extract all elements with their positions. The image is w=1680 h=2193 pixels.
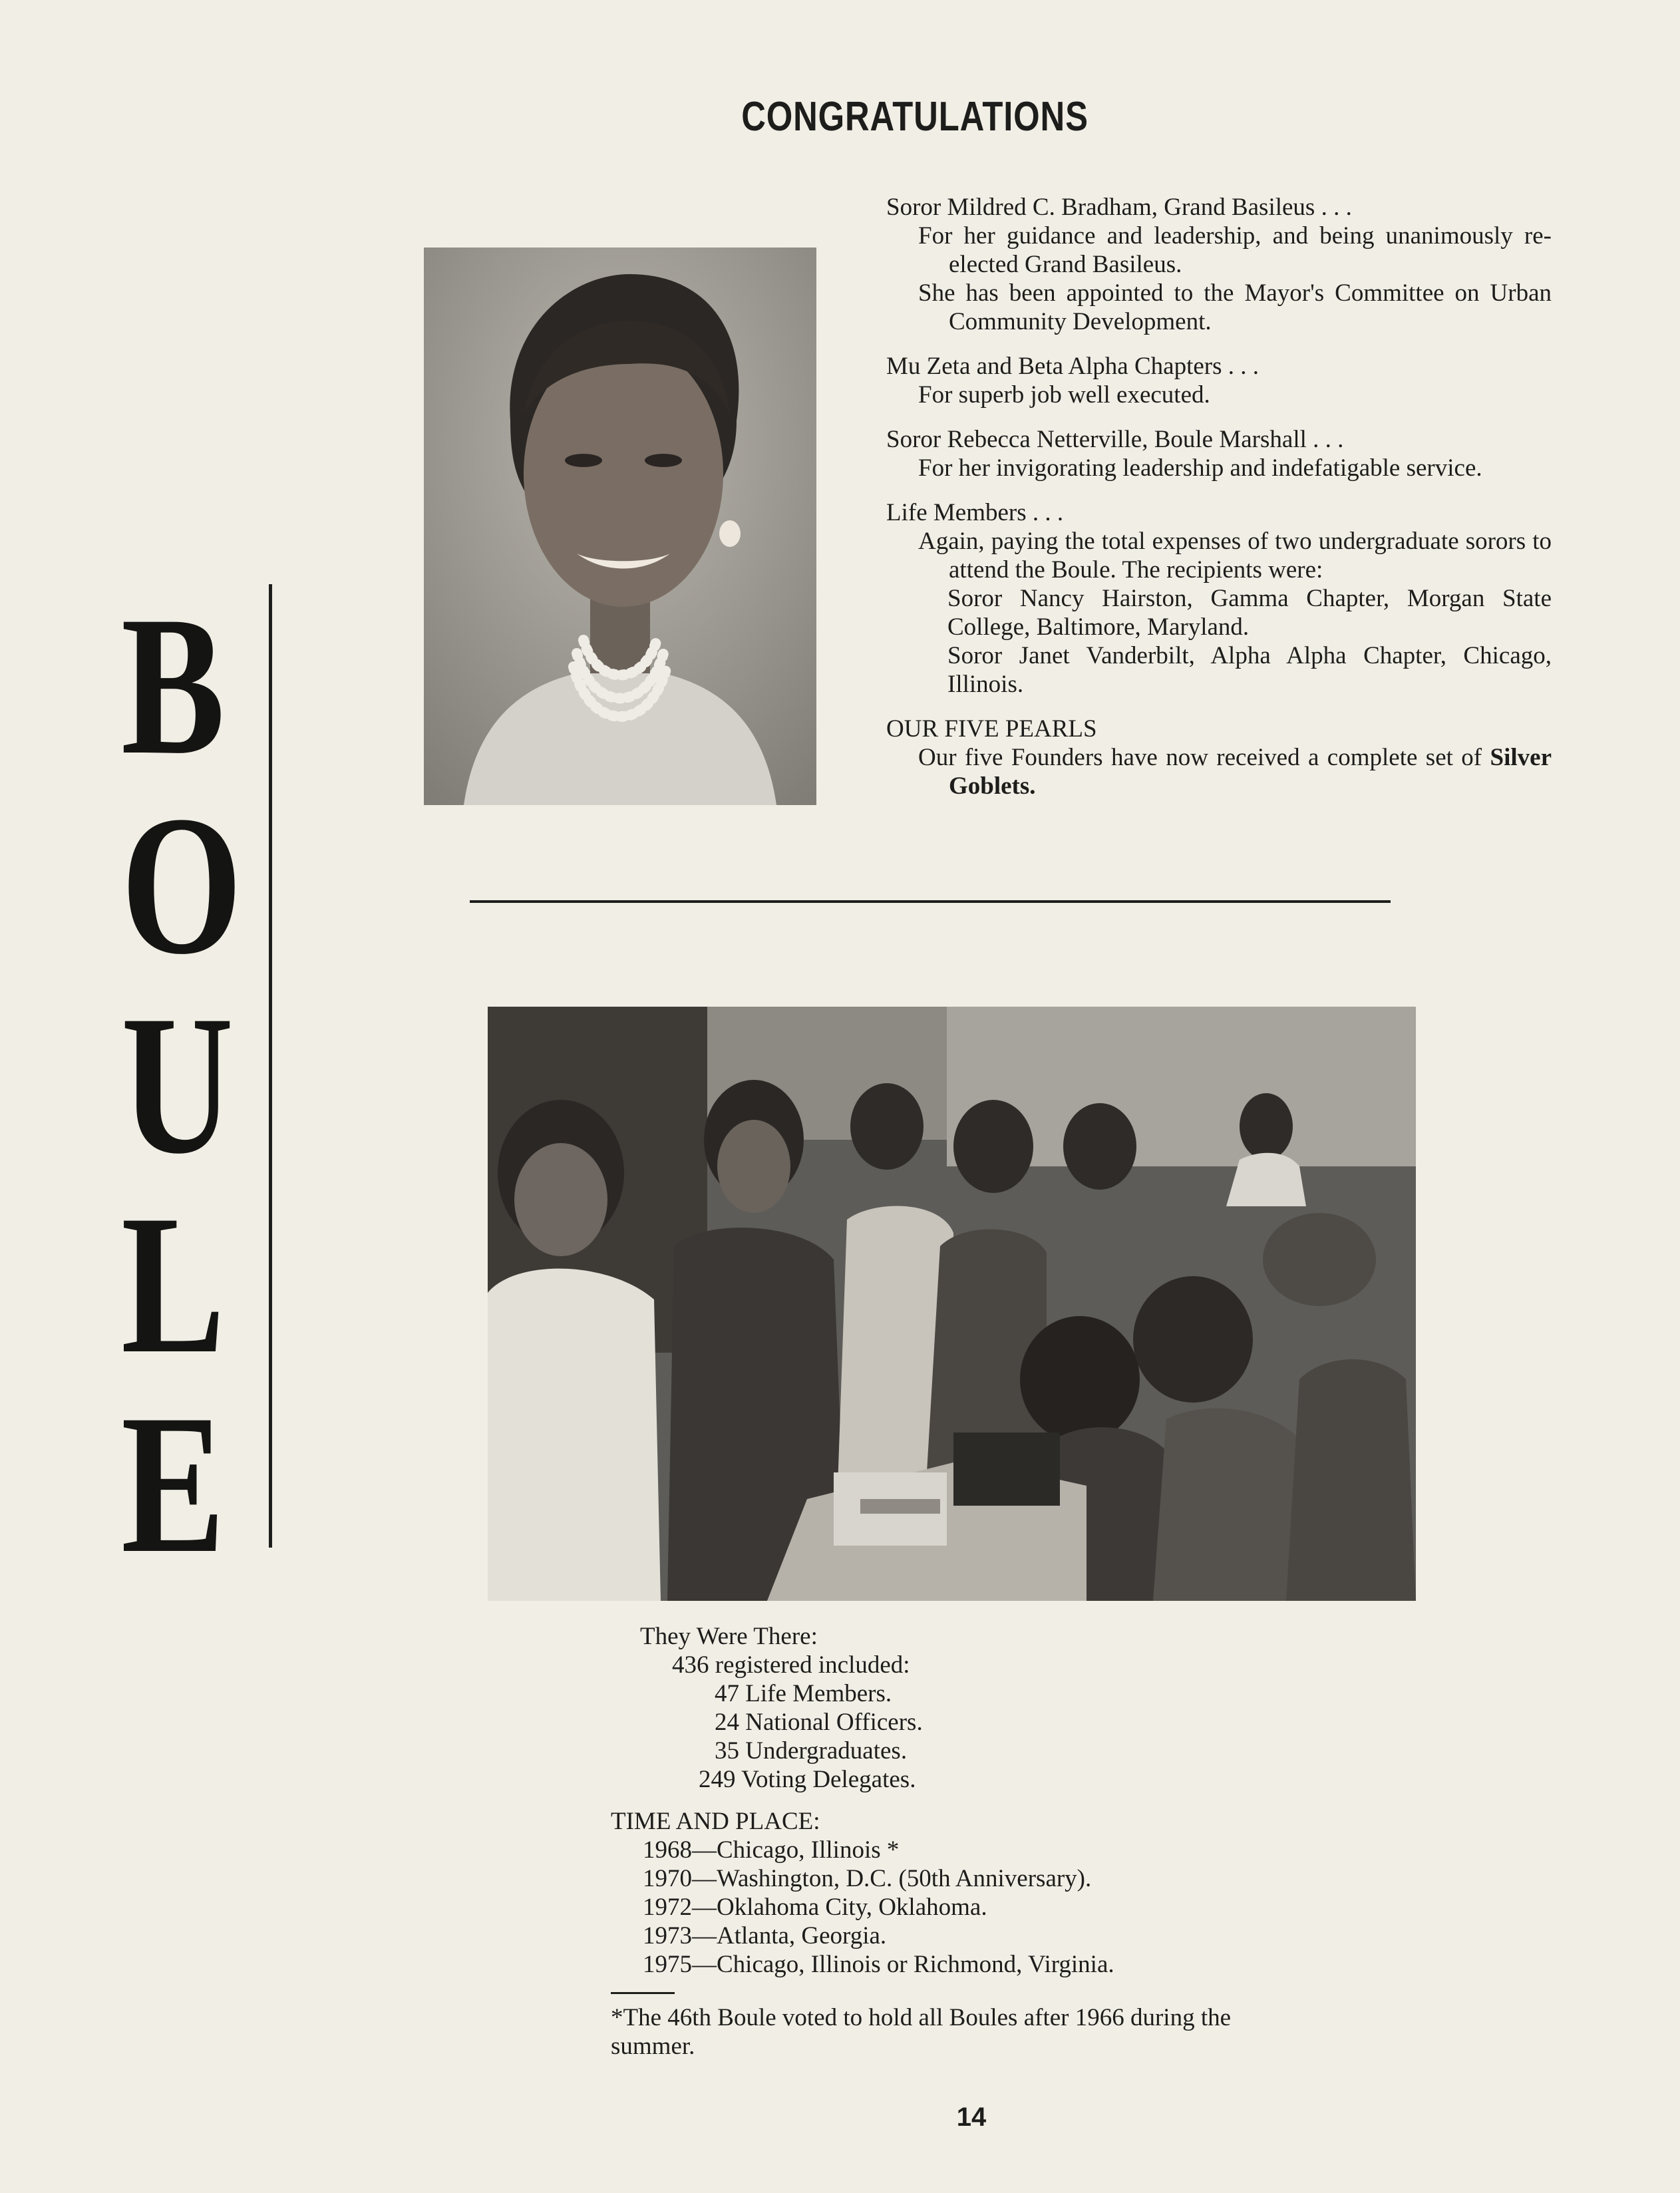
attendance-line: 35 Undergraduates. <box>715 1737 908 1765</box>
time-place-line: 1973—Atlanta, Georgia. <box>643 1922 887 1949</box>
entry-heading: Mu Zeta and Beta Alpha Chapters . . . <box>886 353 1260 380</box>
entry-text: For superb job well executed. <box>918 381 1210 409</box>
entry-heading: OUR FIVE PEARLS <box>886 715 1097 743</box>
entry-heading: Life Members . . . <box>886 499 1064 526</box>
vertical-letter: L <box>121 1174 226 1395</box>
entry-recipient: Soror Nancy Hairston, Gamma Chapter, Morgan State College, Baltimore, Maryland. <box>947 585 1552 641</box>
entry-text-bold: Silver Goblets. <box>949 744 1552 800</box>
group-photo <box>488 1007 1416 1601</box>
entry-text: For her guidance and leadership, and being unanimously re-elected Grand Basileus. <box>918 222 1552 278</box>
attendance-and-schedule <box>611 1622 1276 2061</box>
entry-life-members <box>886 498 1552 699</box>
time-place-line: 1972—Oklahoma City, Oklahoma. <box>643 1894 987 1921</box>
entry-heading: Soror Mildred C. Bradham, Grand Basileus . . . <box>886 194 1352 221</box>
horizontal-divider <box>470 900 1391 903</box>
vertical-letter: B <box>121 575 226 796</box>
page-title: CONGRATULATIONS <box>741 94 1089 140</box>
entry-grand-basileus <box>886 193 1552 336</box>
vertical-letter: U <box>121 974 234 1195</box>
time-place-line: 1975—Chicago, Illinois or Richmond, Virginia. <box>643 1951 1114 1978</box>
time-place-heading: TIME AND PLACE: <box>611 1808 820 1835</box>
entry-text-plain: Our five Founders have now received a complete set of <box>918 744 1482 771</box>
vertical-divider <box>269 584 272 1548</box>
footnote-rule <box>611 1992 675 1994</box>
entry-boule-marshall <box>886 425 1552 482</box>
portrait-photo <box>424 248 816 805</box>
vertical-word-boule <box>106 575 243 1594</box>
entry-text: For her invigorating leadership and indefatigable service. <box>918 454 1482 482</box>
attendance-heading: They Were There: <box>640 1623 818 1650</box>
entry-heading: Soror Rebecca Netterville, Boule Marshall . . . <box>886 426 1344 453</box>
entry-text: Again, paying the total expenses of two undergraduate sorors to attend the Boule. The recipients were: <box>918 528 1552 584</box>
congratulations-list <box>886 193 1552 816</box>
attendance-line: 24 National Officers. <box>715 1709 923 1736</box>
attendance-line: 47 Life Members. <box>715 1680 892 1707</box>
entry-chapters <box>886 352 1552 409</box>
entry-recipient: Soror Janet Vanderbilt, Alpha Alpha Chapter, Chicago, Illinois. <box>947 642 1552 698</box>
footnote: *The 46th Boule voted to hold all Boules after 1966 during the summer. <box>611 2004 1232 2060</box>
vertical-letter: E <box>121 1373 226 1594</box>
entry-text: She has been appointed to the Mayor's Committee on Urban Community Development. <box>918 279 1552 335</box>
attendance-line: 249 Voting Delegates. <box>699 1766 916 1793</box>
time-place-line: 1968—Chicago, Illinois * <box>643 1836 900 1864</box>
attendance-registered: 436 registered included: <box>672 1651 910 1679</box>
entry-text <box>886 743 1552 800</box>
entry-five-pearls <box>886 715 1552 800</box>
time-place-line: 1970—Washington, D.C. (50th Anniversary). <box>643 1865 1092 1892</box>
page-number: 14 <box>956 2103 987 2132</box>
vertical-letter: O <box>121 774 243 995</box>
